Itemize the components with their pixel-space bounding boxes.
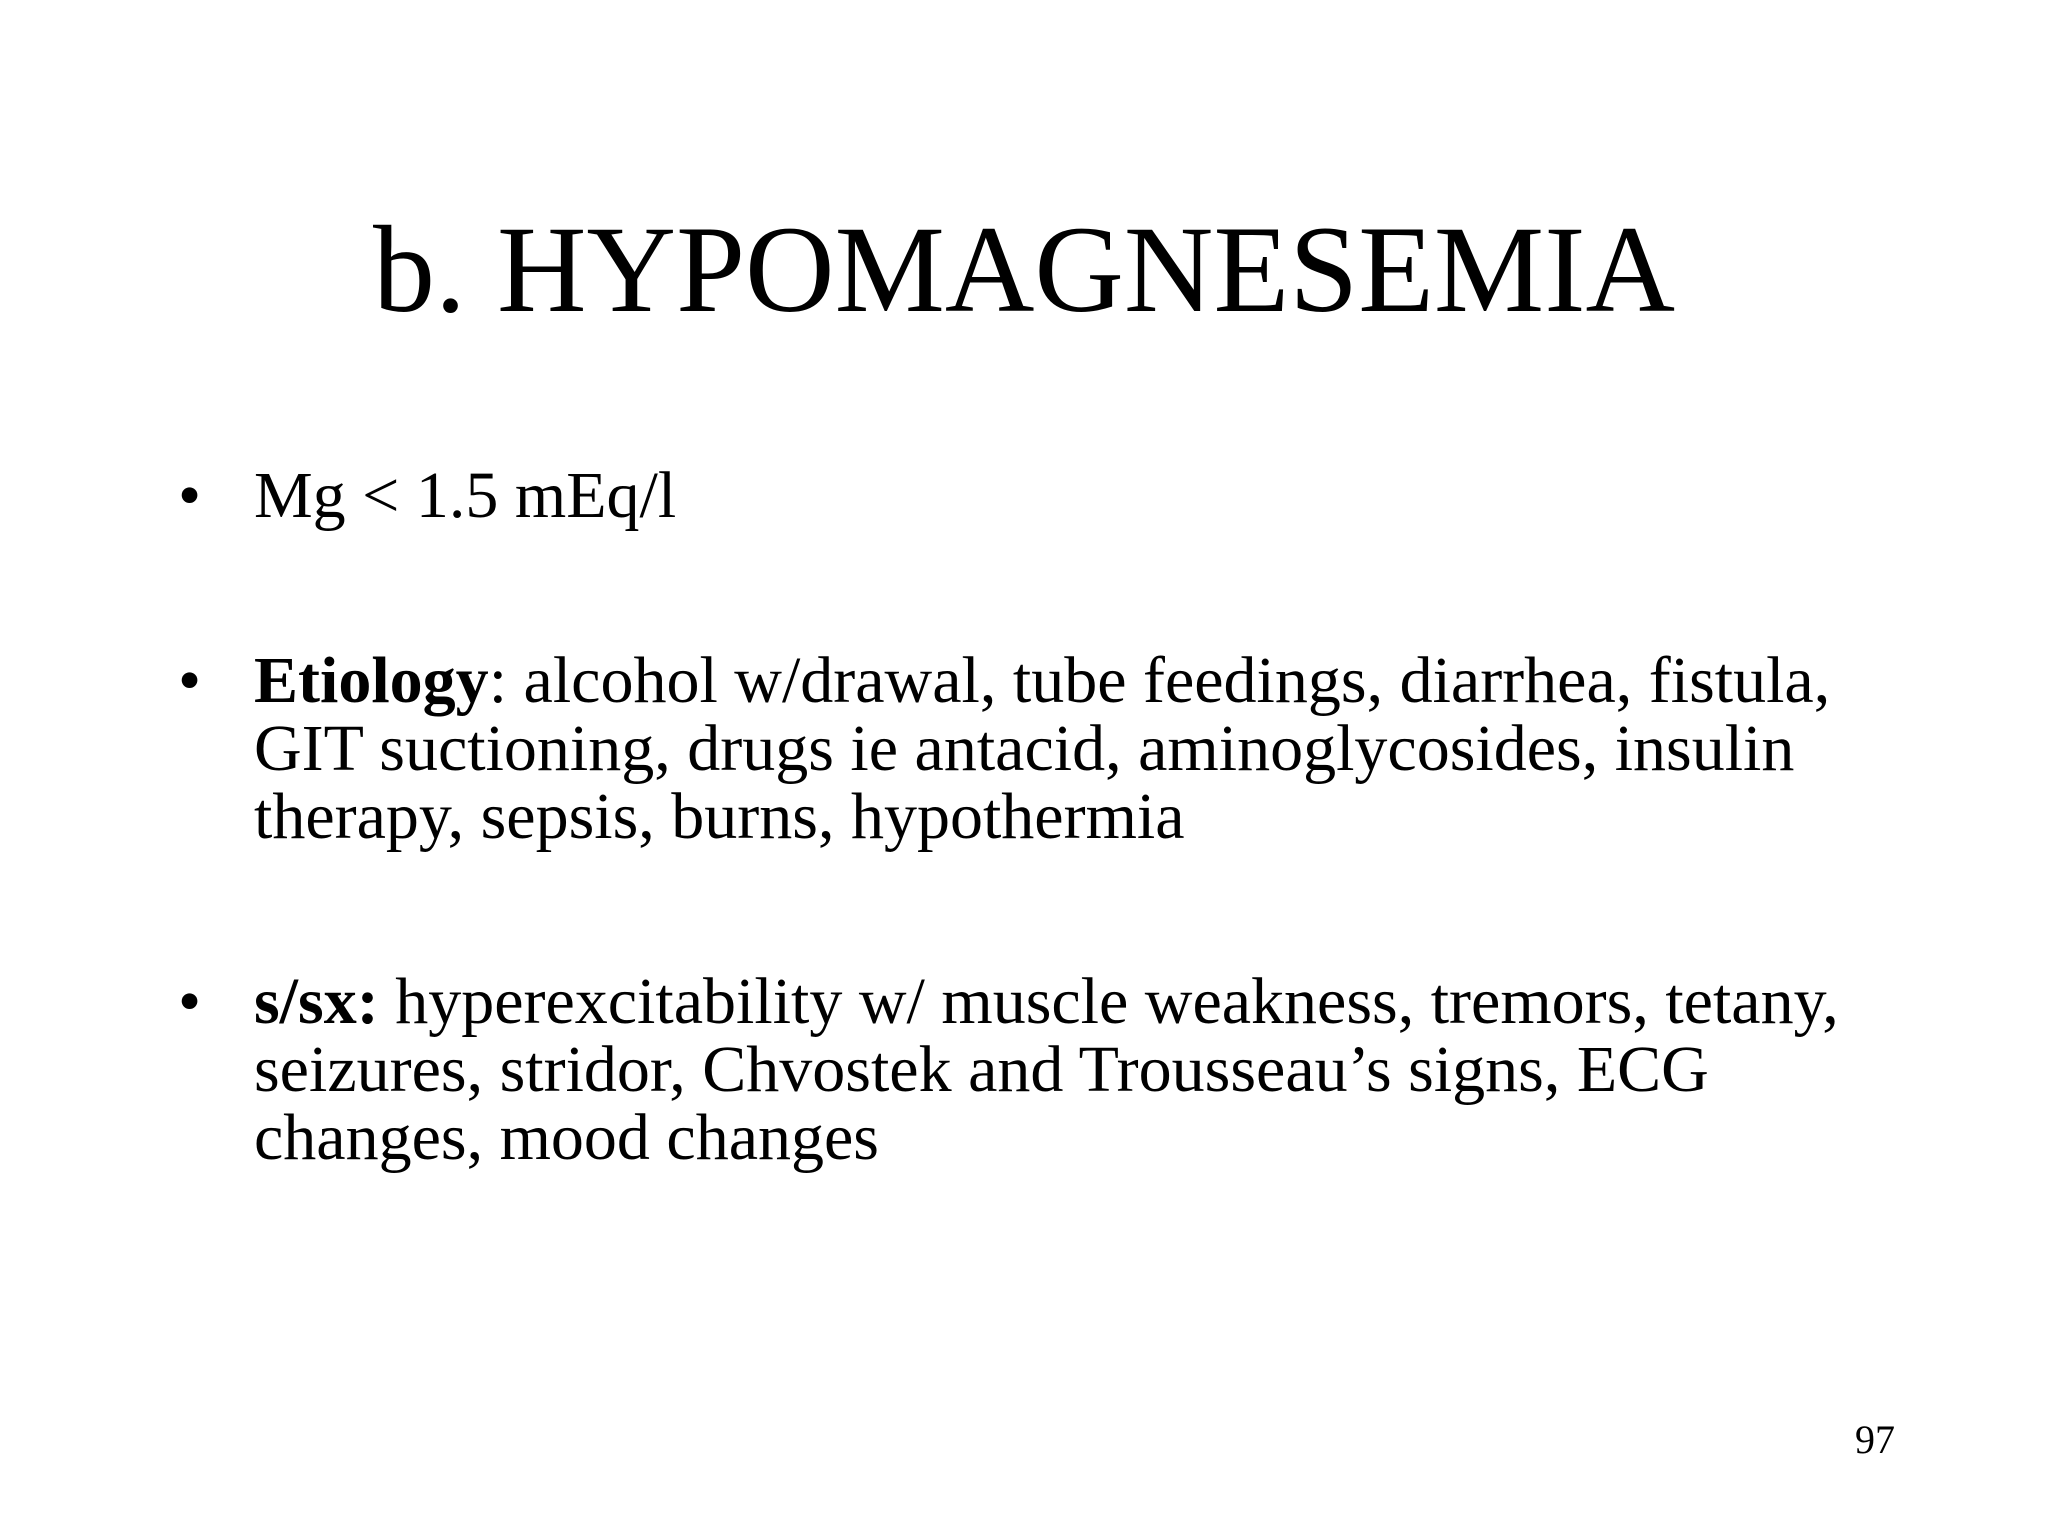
bullet-list <box>178 459 1898 1174</box>
page-number: 97 <box>1855 1417 1895 1462</box>
bullet-text: : alcohol w/drawal, tube feedings, diarrhea, fistula, GIT suctioning, drugs ie antacid, aminoglycosides, insulin therapy, sepsis, burns, hypothermia <box>254 644 1831 853</box>
bullet-dot-icon: • <box>178 644 202 717</box>
bullet-dot-icon: • <box>178 965 202 1038</box>
bullet-item-signs-symptoms <box>178 965 1898 1174</box>
bullet-label-signs-symptoms: s/sx: <box>254 965 379 1038</box>
bullet-text: hyperexcitability w/ muscle weakness, tremors, tetany, seizures, stridor, Chvostek and Trousseau’s signs, ECG changes, mood changes <box>254 965 1839 1174</box>
bullet-dot-icon: • <box>178 459 202 532</box>
bullet-label-etiology: Etiology <box>254 644 489 717</box>
bullet-item-threshold <box>178 459 1898 532</box>
bullet-text: Mg < 1.5 mEq/l <box>254 459 677 532</box>
bullet-item-etiology <box>178 644 1898 853</box>
slide-title: b. HYPOMAGNESEMIA <box>372 201 1676 338</box>
